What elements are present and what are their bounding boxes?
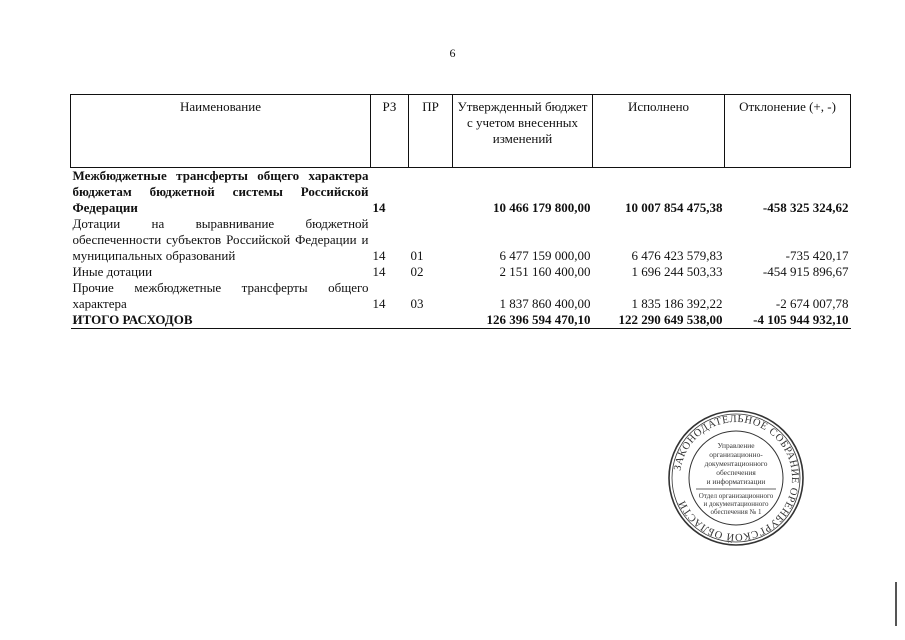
budget-table-container bbox=[70, 94, 850, 329]
seal-line-8: обеспечения № 1 bbox=[710, 508, 762, 516]
seal-line-6: Отдел организационного bbox=[698, 492, 774, 500]
row-name: Межбюджетные трансферты общего характера бюджетам бюджетной системы Российской Федерации bbox=[72, 168, 369, 215]
total-executed: 122 290 649 538,00 bbox=[593, 312, 725, 329]
official-seal bbox=[666, 408, 806, 548]
seal-outer-text-path: ЗАКОНОДАТЕЛЬНОЕ СОБРАНИЕ ОРЕНБУРГСКОЙ ОБЛАСТИ bbox=[672, 413, 801, 543]
row-executed: 1 696 244 503,33 bbox=[631, 264, 723, 279]
total-deviation: -4 105 944 932,10 bbox=[725, 312, 851, 329]
row-pr bbox=[409, 168, 453, 217]
header-deviation: Отклонение (+, -) bbox=[725, 95, 851, 168]
row-pr bbox=[409, 312, 453, 329]
seal-line-1: Управление bbox=[717, 441, 755, 450]
row-deviation: -2 674 007,78 bbox=[775, 296, 849, 311]
total-approved: 126 396 594 470,10 bbox=[453, 312, 593, 329]
row-name: Дотации на выравнивание бюджетной обеспеченности субъектов Российской Федерации и муниципальных образований bbox=[72, 216, 369, 263]
row-rz bbox=[371, 312, 409, 329]
header-rz: РЗ bbox=[371, 95, 409, 168]
page-number: 6 bbox=[449, 46, 456, 60]
row-approved: 2 151 160 400,00 bbox=[499, 264, 591, 279]
scan-edge-mark bbox=[895, 582, 897, 626]
row-pr: 03 bbox=[410, 296, 424, 311]
row-rz: 14 bbox=[372, 296, 386, 311]
seal-graphic bbox=[666, 408, 806, 548]
row-deviation: -458 325 324,62 bbox=[762, 200, 849, 215]
header-approved: Утвержденный бюджет с учетом внесенных изменений bbox=[453, 95, 593, 168]
table-row bbox=[71, 168, 851, 217]
seal-line-2: организационно- bbox=[709, 450, 763, 459]
row-approved: 10 466 179 800,00 bbox=[493, 200, 591, 215]
row-rz: 14 bbox=[372, 264, 386, 279]
row-name: Прочие межбюджетные трансферты общего характера bbox=[72, 280, 369, 311]
row-executed: 10 007 854 475,38 bbox=[625, 200, 723, 215]
seal-line-5: и информатизации bbox=[706, 477, 766, 486]
header-name: Наименование bbox=[71, 95, 371, 168]
budget-table bbox=[70, 94, 851, 329]
seal-line-4: обеспечения bbox=[716, 468, 756, 477]
header-pr: ПР bbox=[409, 95, 453, 168]
row-approved: 6 477 159 000,00 bbox=[499, 248, 591, 263]
table-row bbox=[71, 216, 851, 264]
row-rz: 14 bbox=[372, 200, 386, 215]
row-approved: 1 837 860 400,00 bbox=[499, 296, 591, 311]
row-name: Иные дотации bbox=[72, 264, 153, 279]
seal-line-3: документационного bbox=[704, 459, 768, 468]
table-row bbox=[71, 264, 851, 280]
row-deviation: -454 915 896,67 bbox=[762, 264, 849, 279]
header-executed: Исполнено bbox=[593, 95, 725, 168]
seal-center-text bbox=[696, 441, 776, 516]
row-deviation: -735 420,17 bbox=[785, 248, 849, 263]
table-header-row bbox=[71, 95, 851, 168]
row-rz: 14 bbox=[372, 248, 386, 263]
seal-line-7: и документационного bbox=[703, 500, 769, 508]
row-pr: 01 bbox=[410, 248, 424, 263]
row-executed: 6 476 423 579,83 bbox=[631, 248, 723, 263]
row-executed: 1 835 186 392,22 bbox=[631, 296, 723, 311]
table-row bbox=[71, 280, 851, 312]
row-pr: 02 bbox=[410, 264, 424, 279]
total-label: ИТОГО РАСХОДОВ bbox=[71, 312, 371, 329]
total-row bbox=[71, 312, 851, 329]
